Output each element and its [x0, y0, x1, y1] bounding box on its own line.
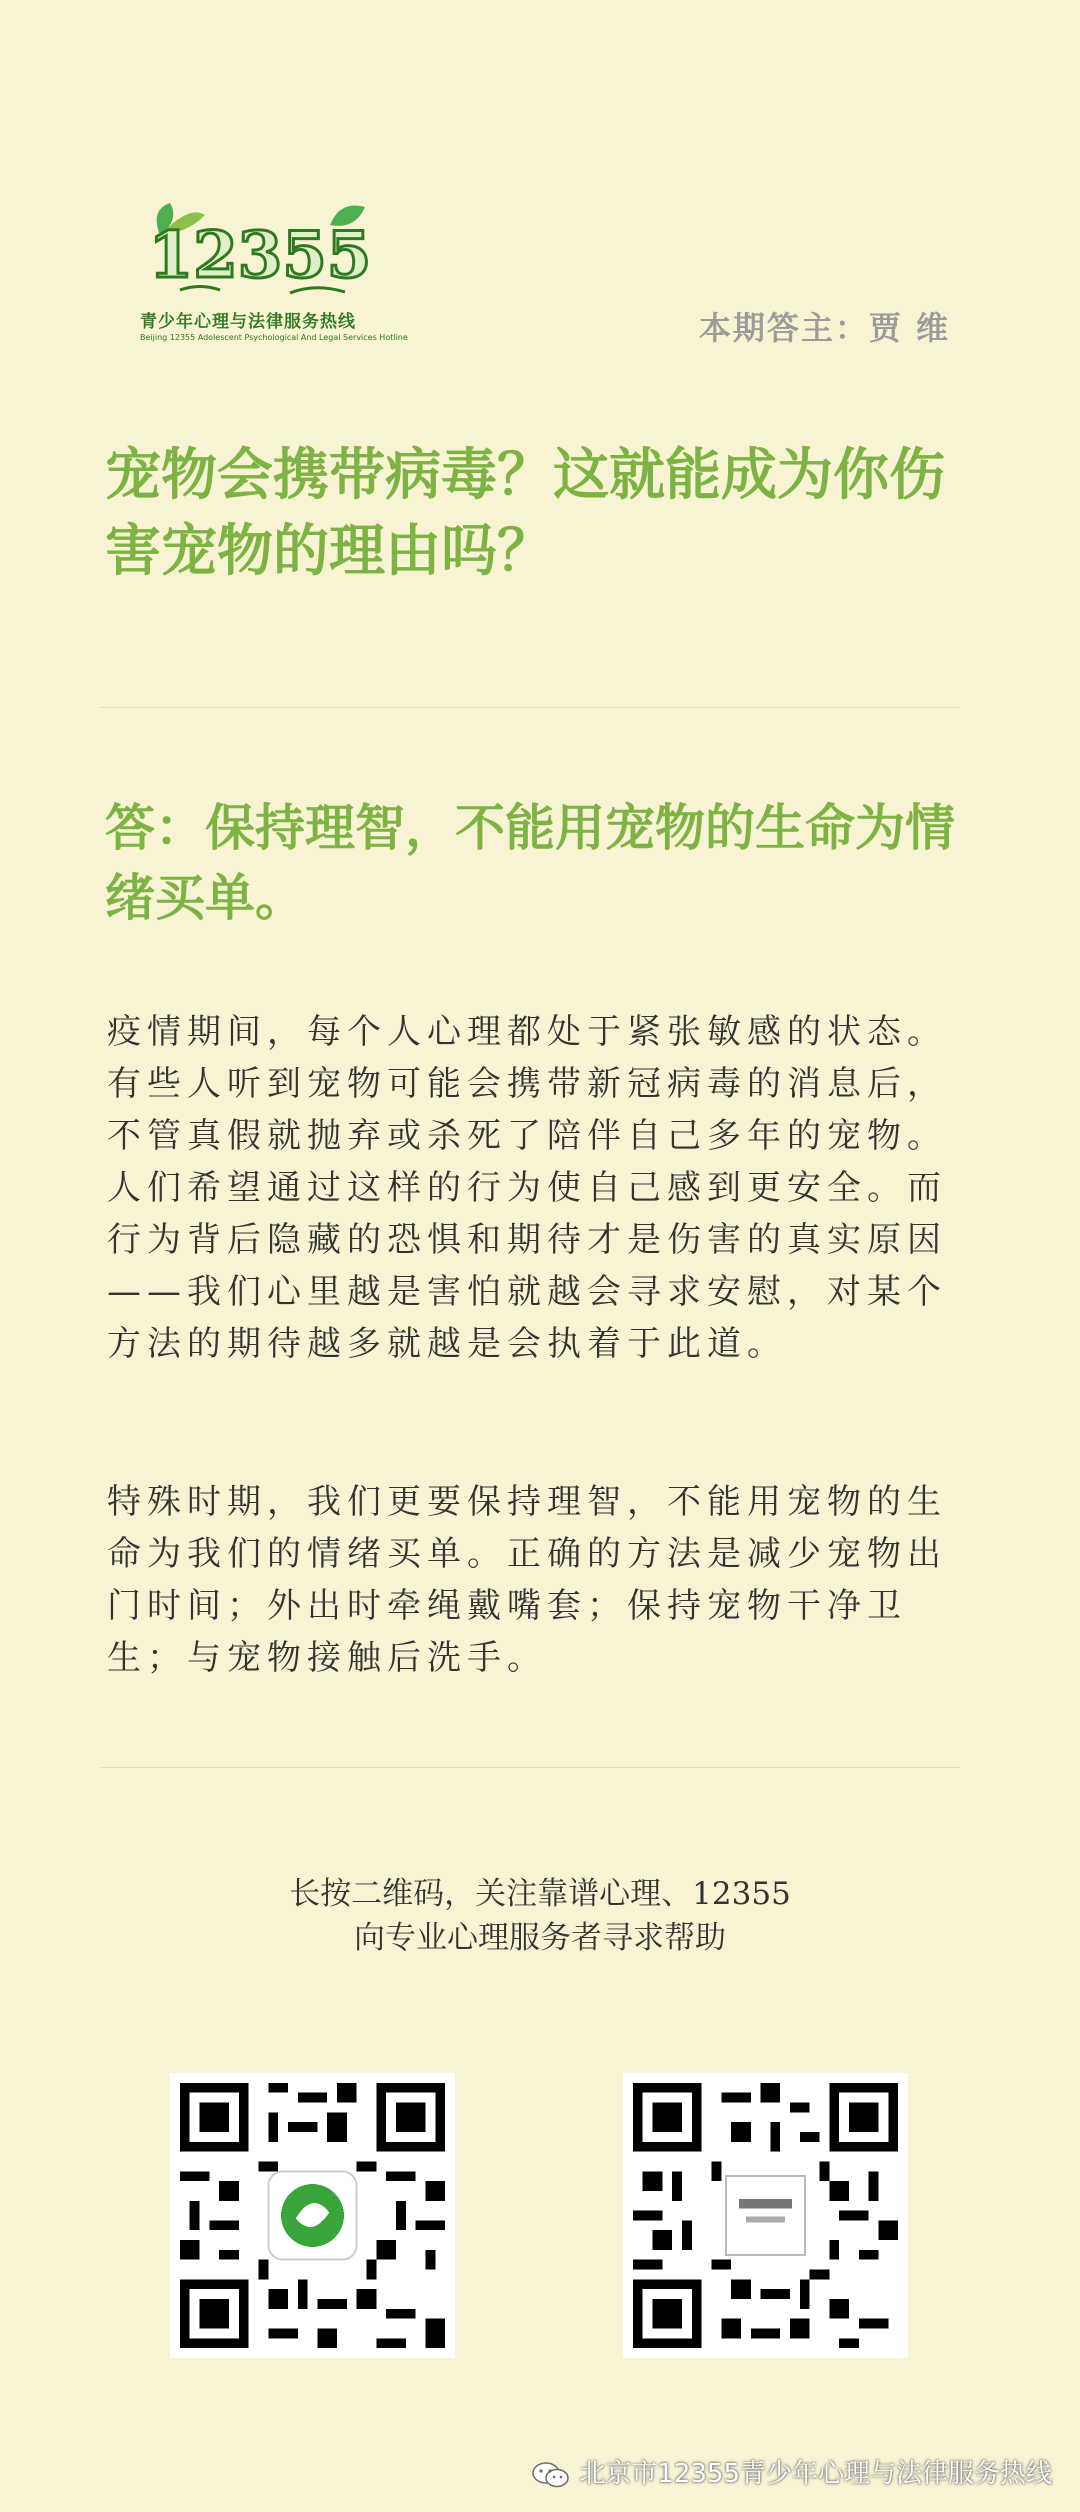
- cta-line-1: 长按二维码，关注靠谱心理、12355: [289, 1876, 791, 1912]
- paragraph-2: 特殊时期，我们更要保持理智，不能用宠物的生命为我们的情绪买单。正确的方法是减少宠物出门时间；外出时牵绳戴嘴套；保持宠物干净卫生；与宠物接触后洗手。: [107, 1482, 947, 1678]
- wechat-icon: [531, 2460, 571, 2490]
- logo-number: 12355: [148, 218, 372, 293]
- qr-code-left[interactable]: [170, 2073, 455, 2358]
- paragraph-1: 疫情期间，每个人心理都处于紧张敏感的状态。有些人听到宠物可能会携带新冠病毒的消息后，不管真假就抛弃或杀死了陪伴自己多年的宠物。人们希望通过这样的行为使自己感到更安全。而行为背后隐藏的恐惧和期待才是伤害的真实原因——我们心里越是害怕就越会寻求安慰，对某个方法的期待越多就越是会执着于此道。: [107, 1012, 947, 1364]
- hotline-logo: [140, 195, 408, 355]
- divider-top: [100, 707, 960, 708]
- answer-heading: 答：保持理智，不能用宠物的生命为情绪买单。: [105, 799, 955, 927]
- qr-code-icon: [170, 2073, 455, 2358]
- logo-english-name: Beijing 12355 Adolescent Psychological And Legal Services Hotline: [140, 333, 408, 342]
- qr-code-right[interactable]: [623, 2073, 908, 2358]
- cta-text: [0, 1872, 1080, 1960]
- footer-watermark-text: 北京市12355青少年心理与法律服务热线: [579, 2459, 1052, 2489]
- qr-code-icon: [623, 2073, 908, 2358]
- footer-watermark: [531, 2453, 1052, 2490]
- author-label: 本期答主：贾 维: [698, 309, 950, 347]
- logo-chinese-name: 青少年心理与法律服务热线: [140, 312, 356, 332]
- divider-bottom: [100, 1767, 960, 1768]
- article-title: 宠物会携带病毒？这就能成为你伤害宠物的理由吗？: [105, 443, 945, 584]
- cta-line-2: 向专业心理服务者寻求帮助: [354, 1920, 726, 1956]
- logo-graphic: [140, 195, 380, 305]
